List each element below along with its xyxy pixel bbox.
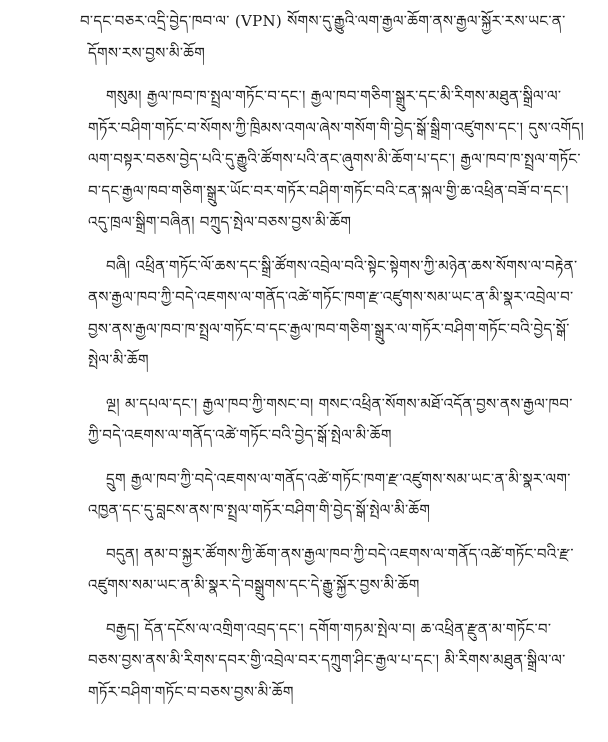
paragraph-rule-seven: བདུན། ནམ་བ་སྐྱར་ཚོགས་ཀྱི་ཆོག་ནས་རྒྱལ་ཁབ་ཀྱི་བདེ་འཇགས་ལ་གནོད་འཚེ་གཏོང་བའི་རྫ་འཛུགས་སམ་ཡང་ན་མི་སྣར་དེ་བསྒྲུགས་དང་དེ་རྒྱུ་སྐྱོར་བྱས་མི་ཆོག [88, 544, 574, 594]
paragraph-gap [88, 239, 584, 251]
paragraph-rule-three: གསུམ། རྒྱལ་ཁབ་ཁ་སྤྲལ་གཏོང་བ་དང་། རྒྱལ་ཁབ་གཅིག་སྒྲུར་དང་མི་རིགས་མཐུན་སྒྲིལ་ལ་གཏོར་བཤིག་གཏོང་བ་སོགས་ཀྱི་ཁྲིམས་འགལ་ཞེས་གསོག་གི་བྱེད་སྒོ་སྒྲིག་འཛུགས་དང་། དུས་འགོད། ལག་བསྟར་བཅས་བྱེད་པའི་དུ་རྒྱུའི་ཚོགས་པའི་ནང་ཞུགས་མི་ཆོག་པ་དང་། རྒྱལ་ཁབ་ཁ་སྤྲལ་གཏོང་བ་དང་རྒྱལ་ཁབ་གཅིག་སྒྲུར་ཡོང་བར་གཏོར་བཤིག་གཏོང་བའི་ངན་སྐལ་གྱི་ཆ་འཕྲིན་བཟོ་བ་དང་། འདུ་ཁྲལ་སྒྲིག་བཞིན། བཀྲུད་སྤེལ་བཅས་བྱས་མི་ཆོག [88, 87, 585, 231]
paragraph-rule-five: ལྔ། མ་དཔལ་དང་། རྒྱལ་ཁབ་ཀྱི་གསང་བ། གསང་འཕྲིན་སོགས་མཐོ་འདོན་བྱས་ནས་རྒྱལ་ཁབ་ཀྱི་བདེ་འཇགས་ལ་གནོད་འཚེ་གཏོང་བའི་བྱེད་སྒོ་སྤེལ་མི་ཆོག [88, 394, 573, 444]
paragraph-gap [88, 602, 584, 614]
paragraph-gap [88, 69, 584, 81]
paragraph-vpn-rule: བ་དང་བཅར་འདྲི་བྱེད་ཁབ་ལ་ (VPN) སོགས་དུ་རྒྱུའི་ལག་རྒྱལ་ཆོག་ནས་རྒྱལ་སྐྱོར་རས་ཡང་ན་དོགས་རས་བྱས་མི་ཆོག [80, 12, 566, 62]
paragraph-rule-four: བཞི། འཕྲིན་གཏོང་ལོ་ཆས་དང་སྒྲི་ཚོགས་འབྲེལ་བའི་སྟེང་སྟེགས་ཀྱི་མཉེན་ཆས་སོགས་ལ་བརྟེན་ནས་རྒྱལ་ཁབ་ཀྱི་བདེ་འཇགས་ལ་གནོད་འཚེ་གཏོང་ཁག་རྫ་འཛུགས་སམ་ཡང་ན་མི་སྣར་འབྲེལ་བ་བྱས་ནས་རྒྱལ་ཁབ་ཁ་སྤྲལ་གཏོང་བ་དང་རྒྱལ་ཁབ་གཅིག་སྒྲུར་ལ་གཏོར་བཤིག་གཏོང་བའི་བྱེད་སྒོ་སྤེལ་མི་ཆོག [88, 256, 578, 369]
paragraph-gap [88, 527, 584, 539]
paragraph-gap [88, 452, 584, 464]
paragraph-gap [88, 377, 584, 389]
paragraph-rule-six: དྲུག རྒྱལ་ཁབ་ཀྱི་བདེ་འཇགས་ལ་གནོད་འཚེ་གཏོང་ཁག་རྫ་འཛུགས་སམ་ཡང་ན་མི་སྣར་ལག་འཁྱན་དང་དུ་བླངས་ནས་ཁ་སྤྲལ་གཏོར་བཤིག་གི་བྱེད་སྒོ་སྤེལ་མི་ཆོག [88, 469, 571, 519]
paragraph-rule-eight: བརྒྱད། དོན་དངོས་ལ་འགྲིག་འབྲད་དང་། དགོག་གཏམ་སྤེལ་བ། ཆ་འཕྲིན་རྫུན་མ་གཏོང་བ་བཅས་བྱས་ནས་མི་རིགས་དབར་གྱི་འབྲེལ་བར་དཀྲུག་ཤིང་རྒྱལ་པ་དང་། མི་རིགས་མཐུན་སྒྲིལ་ལ་གཏོར་བཤིག་གཏོང་བ་བཅས་བྱས་མི་ཆོག [88, 619, 566, 701]
